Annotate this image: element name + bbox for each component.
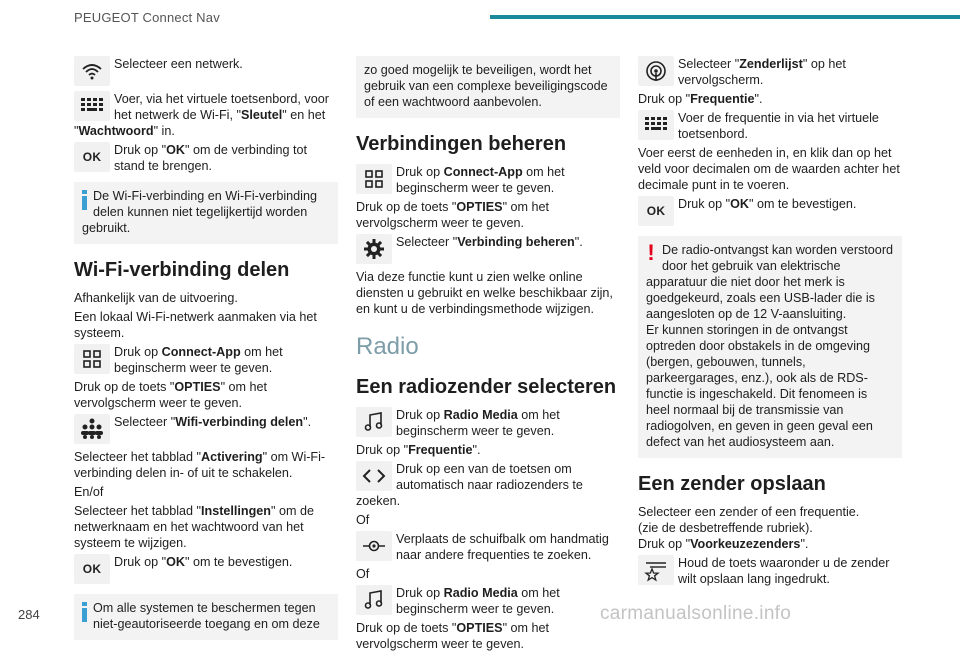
apps-grid-icon xyxy=(356,164,392,194)
text-run: Selecteer een zender of een frequentie. xyxy=(638,505,860,519)
note-text: Om alle systemen te beschermen tegen niet-geautoriseerde toegang en om deze xyxy=(93,601,320,631)
text-run: " om de verbinding tot stand te brengen. xyxy=(114,143,308,173)
text-run: " om Wi-Fi-verbinding delen in- of uit te schakelen. xyxy=(74,450,326,480)
ok-button-icon: OK xyxy=(638,196,674,226)
paragraph: Voer eerst de eenheden in, en klik dan op het veld voor decimalen om de waarden achter het decimale punt in te voeren. xyxy=(638,146,900,192)
step-text xyxy=(74,414,338,430)
text-run: " om het vervolgscherm weer te geven. xyxy=(74,380,268,410)
step-connect-app xyxy=(356,164,620,196)
text-run: ". xyxy=(574,235,583,249)
text-run: Druk op " xyxy=(356,443,409,457)
text-run: ". xyxy=(800,537,809,551)
info-note-wifi xyxy=(74,182,338,244)
left-right-arrows-icon xyxy=(356,461,392,491)
text-run: " om te bevestigen. xyxy=(748,197,857,211)
step-ok-confirm xyxy=(74,554,338,586)
text-run: om het beginscherm weer te geven. xyxy=(114,345,283,375)
text-run: " en het " xyxy=(74,108,326,138)
paragraph xyxy=(356,199,620,231)
note-text: zo goed mogelijk te beveiligen, wordt het gebruik van een complexe beveiligingscode of een wachtwoord aanbevolen. xyxy=(364,63,608,109)
radio-broadcast-icon xyxy=(638,56,674,86)
text-run: " om het vervolgscherm weer te geven. xyxy=(356,621,550,651)
step-slider xyxy=(356,531,620,563)
bold-term: OK xyxy=(166,555,185,569)
step-text: Verplaats de schuifbalk om handmatig naar andere frequenties te zoeken. xyxy=(396,532,609,562)
paragraph: Afhankelijk van de uitvoering. xyxy=(74,291,238,305)
text-run: Druk op xyxy=(396,586,444,600)
warning-note-reception xyxy=(638,236,902,458)
step-text: Druk op een van de toetsen om automatisch naar radiozenders te zoeken. xyxy=(356,462,583,508)
step-enter-password xyxy=(74,91,338,139)
text-run: Selecteer het tabblad " xyxy=(74,504,201,518)
music-note-icon xyxy=(356,407,392,437)
wifi-icon xyxy=(74,56,110,86)
text-run: Druk op de toets " xyxy=(356,200,457,214)
step-text xyxy=(356,164,620,196)
paragraph xyxy=(74,503,338,551)
column-3 xyxy=(638,56,902,590)
music-note-icon xyxy=(356,585,392,615)
step-connect-app xyxy=(74,344,338,376)
text-run: Voer, via het virtuele toetsenbord, voor het netwerk de Wi-Fi, " xyxy=(114,92,329,122)
paragraph xyxy=(356,442,620,458)
text-run: Druk op " xyxy=(114,555,167,569)
text-run: ". xyxy=(754,92,763,106)
paragraph: Of xyxy=(356,567,370,581)
paragraph: En/of xyxy=(74,485,104,499)
bold-term: Activering xyxy=(201,450,263,464)
bold-term: Connect-App xyxy=(161,345,241,359)
keyboard-icon xyxy=(638,110,674,140)
bold-term: Zenderlijst xyxy=(739,57,803,71)
step-text xyxy=(356,585,620,617)
warning-icon: ! xyxy=(647,240,655,265)
running-header-title: PEUGEOT Connect Nav xyxy=(74,10,220,25)
text-run: " om de netwerknaam en het wachtwoord van het systeem te wijzigen. xyxy=(74,504,314,550)
step-ok-connect xyxy=(74,142,338,174)
paragraph: Via deze functie kunt u zien welke online diensten u gebruikt en welke beschikbaar zijn, en kunt u de verbindingsmethode wijzigen. xyxy=(356,270,613,316)
step-text: Voer de frequentie in via het virtuele toetsenbord. xyxy=(678,111,879,141)
bold-term: Verbinding beheren xyxy=(457,235,575,249)
step-text: Houd de toets waaronder u de zender wilt opslaan lang ingedrukt. xyxy=(678,556,890,586)
bold-term: Radio Media xyxy=(443,586,518,600)
step-text xyxy=(356,234,620,250)
text-run: " op het vervolgscherm. xyxy=(678,57,846,87)
text-run: om het beginscherm weer te geven. xyxy=(396,408,560,438)
step-hold-preset xyxy=(638,555,902,587)
section-heading: Verbindingen beheren xyxy=(356,133,567,155)
text-run: Druk op " xyxy=(638,537,691,551)
ok-button-icon: OK xyxy=(74,554,110,584)
bold-term: Frequentie xyxy=(408,443,473,457)
column-2 xyxy=(356,56,620,655)
info-icon xyxy=(82,602,87,622)
section-heading: Een zender opslaan xyxy=(638,473,826,495)
note-text: De Wi-Fi-verbinding en Wi-Fi-verbinding delen kunnen niet tegelijkertijd worden gebruikt. xyxy=(82,189,317,235)
bold-term: OPTIES xyxy=(456,621,503,635)
paragraph xyxy=(74,449,338,481)
step-select-network xyxy=(74,56,338,88)
text-run: Druk op de toets " xyxy=(74,380,175,394)
step-text xyxy=(74,554,338,570)
bold-term: Instellingen xyxy=(201,504,271,518)
text-run: Druk op " xyxy=(638,92,691,106)
text-run: Druk op " xyxy=(114,143,167,157)
text-run: Selecteer " xyxy=(678,57,740,71)
step-radio-media-2 xyxy=(356,585,620,617)
note-text: De radio-ontvangst kan worden verstoord door het gebruik van elektrische apparatuur die niet door het merk is goedgekeurd, zoals een USB-lader die is aangesloten op de 12 V-aansluiting. xyxy=(646,243,894,321)
header-accent-bar xyxy=(490,15,960,19)
text-run: " om te bevestigen. xyxy=(184,555,293,569)
keyboard-icon xyxy=(74,91,110,121)
text-run: " om het vervolgscherm weer te geven. xyxy=(356,200,550,230)
step-text xyxy=(74,344,338,376)
hotspot-users-icon xyxy=(74,414,110,444)
text-run: Druk op xyxy=(396,408,444,422)
step-text xyxy=(356,407,620,439)
paragraph xyxy=(356,620,620,652)
text-run: Selecteer " xyxy=(396,235,458,249)
info-icon xyxy=(82,190,87,210)
text-run: Selecteer het tabblad " xyxy=(74,450,201,464)
step-text xyxy=(74,91,338,139)
text-run: om het beginscherm weer te geven. xyxy=(396,165,565,195)
bold-term: Frequentie xyxy=(690,92,755,106)
step-station-list xyxy=(638,56,902,88)
page-number: 284 xyxy=(18,607,40,622)
step-seek-arrows xyxy=(356,461,620,509)
step-text xyxy=(638,56,902,88)
apps-grid-icon xyxy=(74,344,110,374)
bold-term: Wifi-verbinding delen xyxy=(175,415,304,429)
text-run: Druk op de toets " xyxy=(356,621,457,635)
section-heading: Wi-Fi-verbinding delen xyxy=(74,259,290,281)
bold-term: OPTIES xyxy=(174,380,221,394)
bold-term: Voorkeuzezenders xyxy=(690,537,801,551)
paragraph: Een lokaal Wi-Fi-netwerk aanmaken via het systeem. xyxy=(74,310,317,340)
step-text xyxy=(74,142,338,174)
paragraph xyxy=(74,379,338,411)
text-run: Selecteer " xyxy=(114,415,176,429)
text-run: Druk op xyxy=(114,345,162,359)
text-run: ". xyxy=(303,415,312,429)
paragraph: Of xyxy=(356,513,370,527)
note-text: Er kunnen storingen in de ontvangst optreden door obstakels in de omgeving (bergen, gebouwen, tunnels, parkeergarages, enz.), ook als de RDS-functie is ingeschakeld. Dit fenomeen is heel normaal bij de transmissie van radiogolven, en geven in geen geval een defect van het audiosysteem aan. xyxy=(646,323,873,449)
step-select-manage xyxy=(356,234,620,266)
gear-icon xyxy=(356,234,392,264)
info-note-continued xyxy=(356,56,620,118)
column-1 xyxy=(74,56,338,650)
info-note-protect xyxy=(74,594,338,640)
bold-term: OK xyxy=(730,197,749,211)
step-text xyxy=(638,196,902,212)
text-run: om het beginscherm weer te geven. xyxy=(396,586,560,616)
text-run: Druk op " xyxy=(678,197,731,211)
ok-button-icon: OK xyxy=(74,142,110,172)
paragraph xyxy=(638,91,902,107)
chapter-heading: Radio xyxy=(356,333,419,360)
paragraph xyxy=(638,504,902,552)
step-text: Selecteer een netwerk. xyxy=(114,57,243,71)
preset-star-icon xyxy=(638,555,674,585)
bold-term: OPTIES xyxy=(456,200,503,214)
step-select-share xyxy=(74,414,338,446)
step-ok-confirm xyxy=(638,196,902,228)
text-run: (zie de desbetreffende rubriek). xyxy=(638,521,813,535)
step-radio-media xyxy=(356,407,620,439)
text-run: " in. xyxy=(153,124,175,138)
watermark: carmanualsonline.info xyxy=(600,603,792,624)
section-heading: Een radiozender selecteren xyxy=(356,376,617,398)
text-run: ". xyxy=(472,443,481,457)
bold-term: Sleutel xyxy=(240,108,283,122)
text-run: Druk op xyxy=(396,165,444,179)
bold-term: Wachtwoord xyxy=(78,124,154,138)
bold-term: OK xyxy=(166,143,185,157)
bold-term: Connect-App xyxy=(443,165,523,179)
frequency-slider-icon xyxy=(356,531,392,561)
bold-term: Radio Media xyxy=(443,408,518,422)
step-enter-frequency xyxy=(638,110,902,142)
